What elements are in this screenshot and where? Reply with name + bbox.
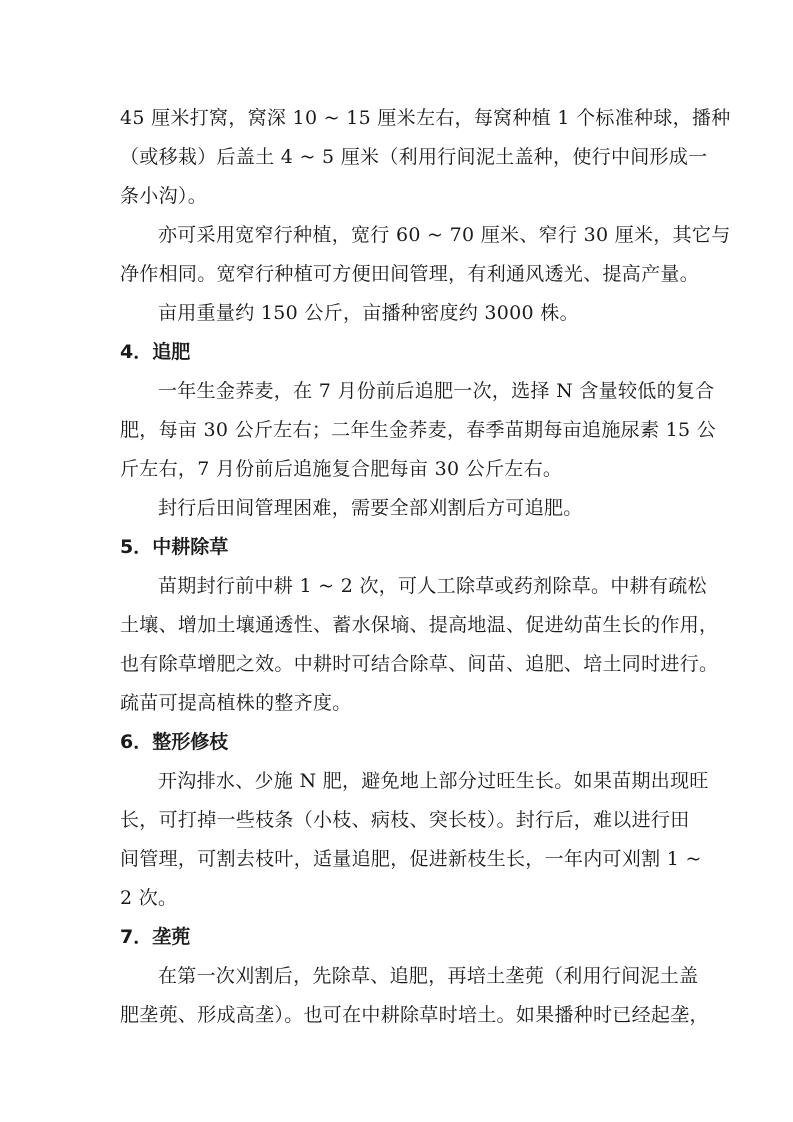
section-heading-fertilizing: 4．追肥 <box>120 341 191 363</box>
section-heading-weeding: 5．中耕除草 <box>120 536 229 558</box>
paragraph-weeding <box>120 567 719 723</box>
text-line: 条小沟）。 <box>120 185 208 207</box>
text-line: 肥垄蔸、形成高垄）。也可在中耕除草时培土。如果播种时已经起垄， <box>120 1004 709 1026</box>
text-line: 开沟排水、少施 N 肥，避免地上部分过旺生长。如果苗期出现旺 <box>158 770 709 792</box>
text-line: 净作相同。宽窄行种植可方便田间管理，有利通风透光、提高产量。 <box>120 263 700 285</box>
text-line: 苗期封行前中耕 1 ~ 2 次，可人工除草或药剂除草。中耕有疏松 <box>158 575 707 597</box>
document-page <box>120 99 731 1035</box>
text-line: 在第一次刈割后，先除草、追肥，再培土垄蔸（利用行间泥土盖 <box>158 965 699 987</box>
paragraph-pruning <box>120 762 709 918</box>
paragraph-seed-amount <box>120 294 680 333</box>
text-line: 土壤、增加土壤通透性、蓄水保墒、提高地温、促进幼苗生长的作用， <box>120 614 719 636</box>
text-line: 亩用重量约 150 公斤，亩播种密度约 3000 株。 <box>158 302 579 324</box>
text-line: 斤左右，7 月份前后追施复合肥每亩 30 公斤左右。 <box>120 458 563 480</box>
text-line: （或移栽）后盖土 4 ~ 5 厘米（利用行间泥土盖种，使行中间形成一 <box>120 146 708 168</box>
text-line: 长，可打掉一些枝条（小枝、病枝、突长枝）。封行后，难以进行田 <box>120 809 690 831</box>
section-heading-pruning: 6．整形修枝 <box>120 731 229 753</box>
paragraph-wide-narrow-rows <box>120 216 731 294</box>
text-line: 间管理，可割去枝叶，适量追肥，促进新枝生长，一年内可刈割 1 ~ <box>120 848 702 870</box>
text-line: 亦可采用宽窄行种植，宽行 60 ~ 70 厘米、窄行 30 厘米，其它与 <box>158 224 731 246</box>
text-line: 一年生金荞麦，在 7 月份前后追肥一次，选择 N 含量较低的复合 <box>158 380 715 402</box>
text-line: 也有除草增肥之效。中耕时可结合除草、间苗、追肥、培土同时进行。 <box>120 653 719 675</box>
paragraph-after-closure <box>120 489 680 528</box>
paragraph-planting <box>120 99 731 216</box>
paragraph-fertilizing <box>120 372 717 489</box>
text-line: 45 厘米打窝，窝深 10 ~ 15 厘米左右，每窝种植 1 个标准种球，播种 <box>120 107 731 129</box>
text-line: 2 次。 <box>120 887 178 909</box>
text-line: 疏苗可提高植株的整齐度。 <box>120 692 352 714</box>
text-line: 肥，每亩 30 公斤左右；二年生金荞麦，春季苗期每亩追施尿素 15 公 <box>120 419 717 441</box>
text-line: 封行后田间管理困难，需要全部刈割后方可追肥。 <box>158 497 583 519</box>
section-heading-ridging: 7．垄蔸 <box>120 926 191 948</box>
paragraph-ridging <box>120 957 709 1035</box>
